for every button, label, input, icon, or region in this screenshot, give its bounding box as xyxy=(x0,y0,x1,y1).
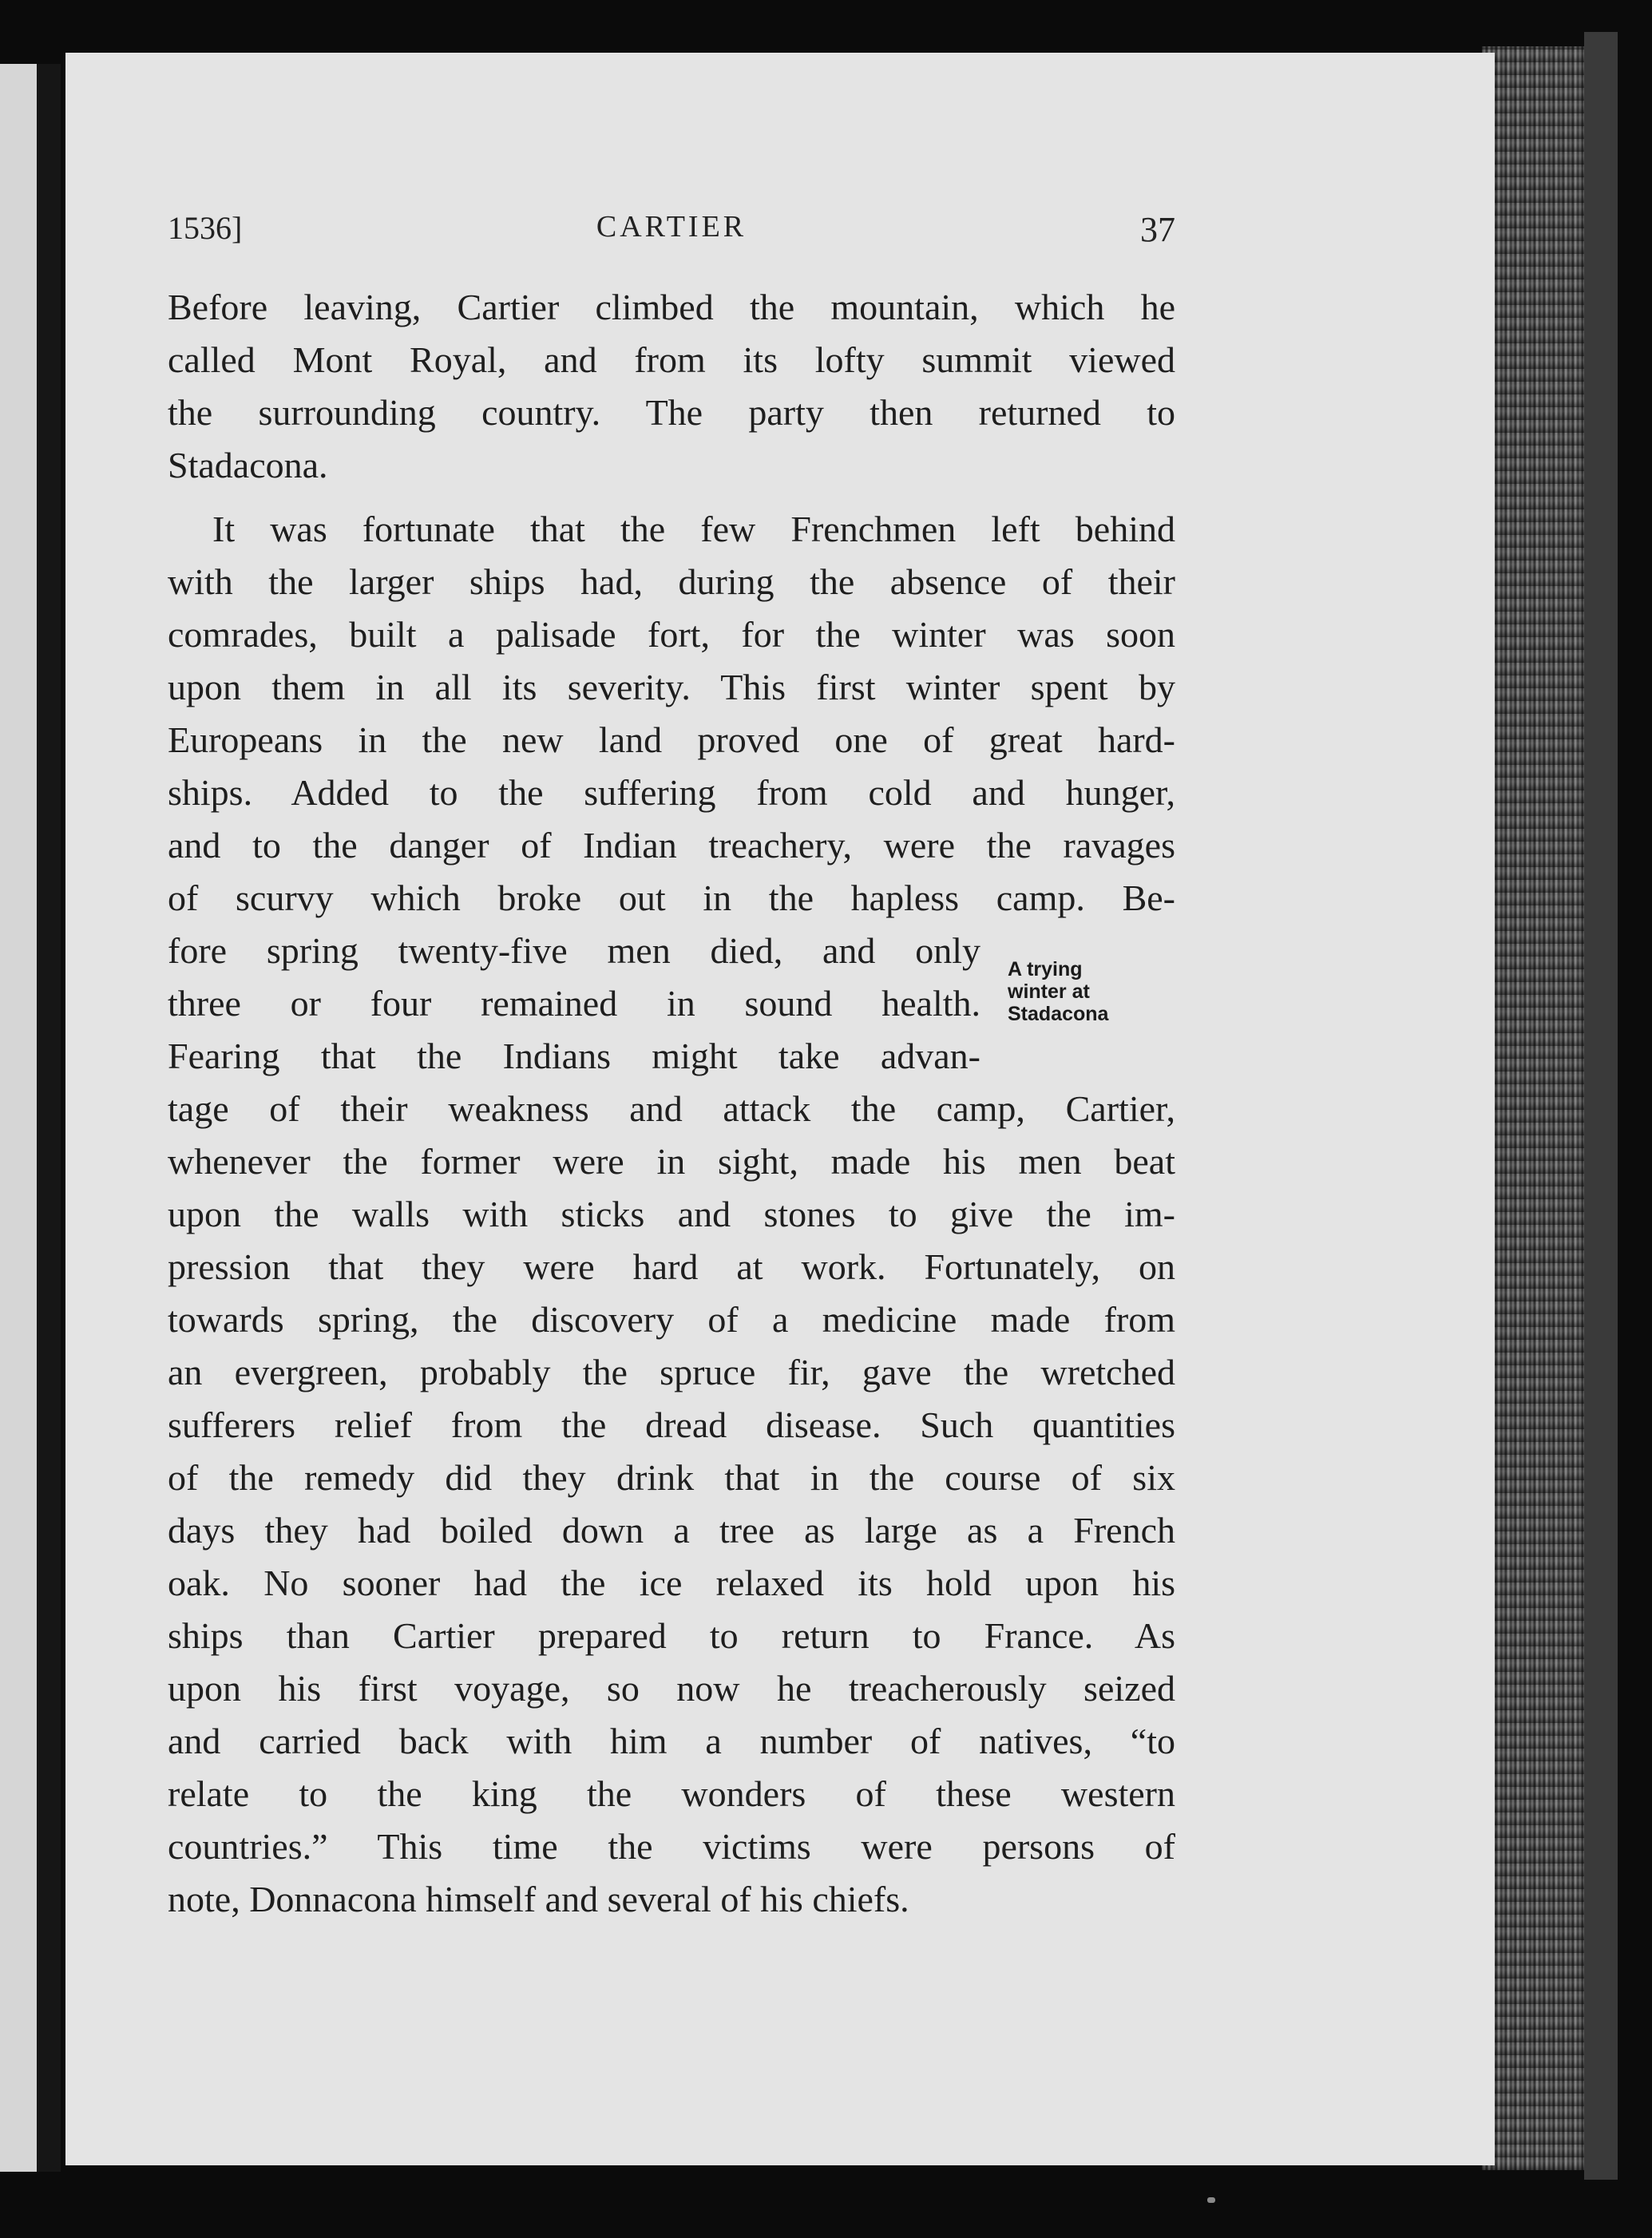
margin-note-line: Stadacona xyxy=(1008,1003,1109,1025)
paragraph-2 xyxy=(168,503,1175,1926)
text-line: It was fortunate that the few Frenchmen left behind xyxy=(212,509,1175,549)
margin-note xyxy=(1008,958,1191,1025)
text-line: whenever the former were in sight, made his men beat xyxy=(168,1141,1175,1182)
text-line: ships than Cartier prepared to return to France. As xyxy=(168,1615,1175,1656)
text-line: an evergreen, probably the spruce fir, gave the wretched xyxy=(168,1352,1175,1392)
text-line: towards spring, the discovery of a medicine made from xyxy=(168,1299,1175,1340)
text-line: the surrounding country. The party then returned to xyxy=(168,392,1175,433)
text-line: oak. No sooner had the ice relaxed its hold upon his xyxy=(168,1563,1175,1603)
text-line: ships. Added to the suffering from cold and hunger, xyxy=(168,772,1175,813)
text-line: fore spring twenty-five men died, and only xyxy=(168,930,981,971)
text-line: pression that they were hard at work. Fortunately, on xyxy=(168,1246,1175,1287)
running-head xyxy=(168,209,1175,265)
text-line: sufferers relief from the dread disease. Such quantities xyxy=(168,1404,1175,1445)
paragraph-1 xyxy=(168,281,1175,492)
text-line: comrades, built a palisade fort, for the winter was soon xyxy=(168,614,1175,655)
text-line: Fearing that the Indians might take advan- xyxy=(168,1036,981,1076)
page-number: 37 xyxy=(1140,210,1175,249)
text-line: with the larger ships had, during the absence of their xyxy=(168,561,1175,602)
scan-speck xyxy=(1207,2197,1215,2203)
text-line: upon the walls with sticks and stones to give the im- xyxy=(168,1194,1175,1234)
text-line: countries.” This time the victims were persons of xyxy=(168,1826,1175,1867)
text-line: upon his first voyage, so now he treacherously seized xyxy=(168,1668,1175,1709)
text-line: of scurvy which broke out in the hapless camp. Be- xyxy=(168,877,1175,918)
text-line: three or four remained in sound health. xyxy=(168,983,981,1024)
text-line: called Mont Royal, and from its lofty summit viewed xyxy=(168,339,1175,380)
running-head-title: CARTIER xyxy=(596,210,747,244)
text-line: and to the danger of Indian treachery, were the ravages xyxy=(168,825,1175,865)
running-head-year: 1536] xyxy=(168,210,243,246)
previous-page-edge xyxy=(0,64,37,2172)
text-line: relate to the king the wonders of these western xyxy=(168,1773,1175,1814)
book-cover-edge xyxy=(1584,32,1618,2180)
text-line: Stadacona. xyxy=(168,445,328,485)
text-line: days they had boiled down a tree as large as a French xyxy=(168,1510,1175,1551)
text-line: tage of their weakness and attack the camp, Cartier, xyxy=(168,1088,1175,1129)
margin-note-line: winter at xyxy=(1008,980,1090,1003)
text-line: upon them in all its severity. This first winter spent by xyxy=(168,667,1175,707)
margin-note-line: A trying xyxy=(1008,958,1083,980)
text-line: of the remedy did they drink that in the course of six xyxy=(168,1457,1175,1498)
text-line: note, Donnacona himself and several of his chiefs. xyxy=(168,1879,909,1919)
text-line: Before leaving, Cartier climbed the mountain, which he xyxy=(168,287,1175,327)
page-block-edges xyxy=(1482,46,1584,2170)
book-gutter xyxy=(37,64,61,2172)
text-line: and carried back with him a number of natives, “to xyxy=(168,1721,1175,1761)
text-line: Europeans in the new land proved one of great hard- xyxy=(168,719,1175,760)
